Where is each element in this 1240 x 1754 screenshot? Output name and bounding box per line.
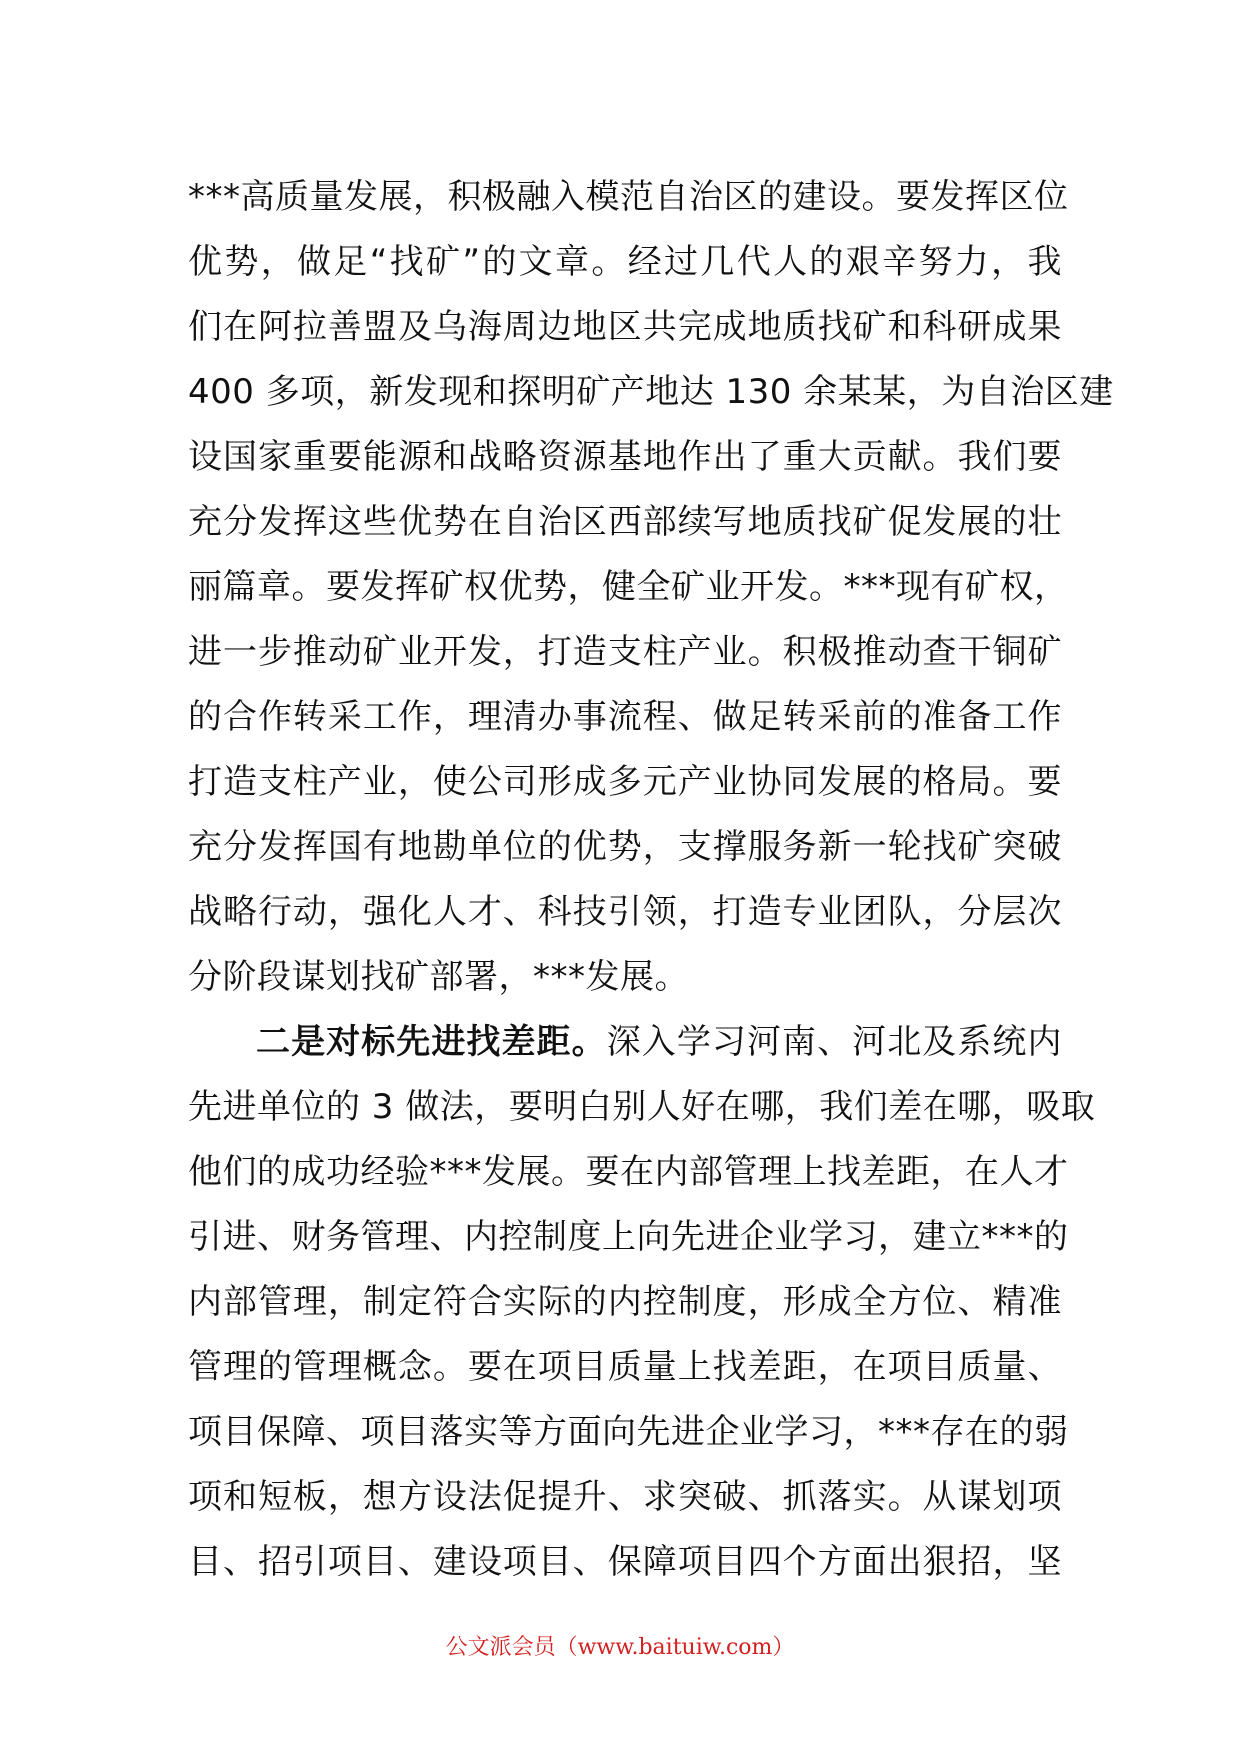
paragraph-line: 的合作转采工作，理清办事流程、做足转采前的准备工作	[188, 697, 1062, 737]
paragraph-first-line	[188, 1010, 1062, 1075]
paragraph-line: 战略行动，强化人才、科技引领，打造专业团队，分层次	[188, 892, 1062, 932]
paragraph-line: ***高质量发展，积极融入模范自治区的建设。要发挥区位	[188, 177, 1069, 217]
paragraph-1	[188, 165, 1114, 1010]
paragraph-line: 他们的成功经验***发展。要在内部管理上找差距，在人才	[188, 1152, 1069, 1192]
paragraph-line: 充分发挥国有地勘单位的优势，支撑服务新一轮找矿突破	[188, 827, 1062, 867]
body-text	[188, 165, 1114, 1595]
paragraph-line: 内部管理，制定符合实际的内控制度，形成全方位、精准	[188, 1282, 1062, 1322]
paragraph-line: 打造支柱产业，使公司形成多元产业协同发展的格局。要	[188, 762, 1062, 802]
paragraph-line: 分阶段谋划找矿部署，***发展。	[188, 957, 689, 997]
footer-watermark: 公文派会员（www.baituiw.com）	[445, 1635, 795, 1660]
paragraph-line: 进一步推动矿业开发，打造支柱产业。积极推动查干铜矿	[188, 632, 1062, 672]
paragraph-line: 目、招引项目、建设项目、保障项目四个方面出狠招，坚	[188, 1542, 1062, 1582]
paragraph-line: 丽篇章。要发挥矿权优势，健全矿业开发。***现有矿权，	[188, 567, 1069, 607]
section-heading: 二是对标先进找差距。	[256, 1022, 607, 1062]
paragraph-line: 先进单位的 3 做法，要明白别人好在哪，我们差在哪，吸取	[188, 1087, 1096, 1127]
paragraph-line: 项和短板，想方设法促提升、求突破、抓落实。从谋划项	[188, 1477, 1062, 1517]
paragraph-line: 引进、财务管理、内控制度上向先进企业学习，建立***的	[188, 1217, 1069, 1257]
paragraph-line: 设国家重要能源和战略资源基地作出了重大贡献。我们要	[188, 437, 1062, 477]
paragraph-line: 优势，做足“找矿”的文章。经过几代人的艰辛努力，我	[188, 242, 1062, 282]
paragraph-line: 充分发挥这些优势在自治区西部续写地质找矿促发展的壮	[188, 502, 1062, 542]
paragraph-line: 400 多项，新发现和探明矿产地达 130 余某某，为自治区建	[188, 372, 1114, 412]
paragraph-2	[188, 1010, 1096, 1595]
paragraph-line-rest: 深入学习河南、河北及系统内	[606, 1022, 1063, 1062]
paragraph-line: 们在阿拉善盟及乌海周边地区共完成地质找矿和科研成果	[188, 307, 1062, 347]
paragraph-line: 管理的管理概念。要在项目质量上找差距，在项目质量、	[188, 1347, 1062, 1387]
paragraph-line: 项目保障、项目落实等方面向先进企业学习，***存在的弱	[188, 1412, 1069, 1452]
